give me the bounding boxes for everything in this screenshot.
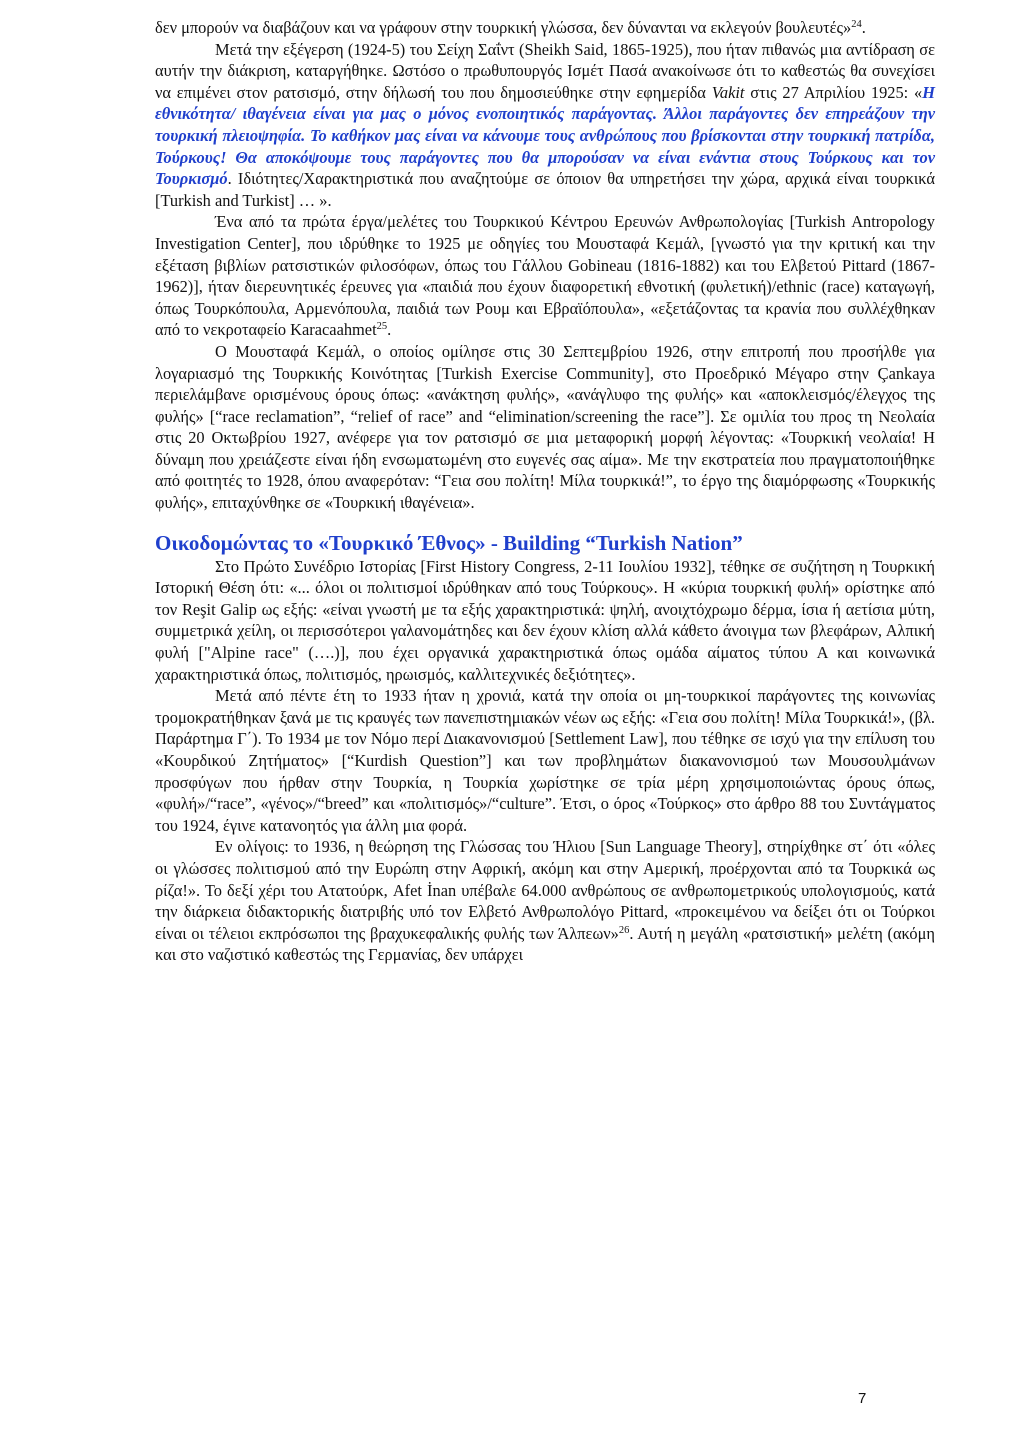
paragraph-sun-language: Εν ολίγοις: το 1936, η θεώρηση της Γλώσσας του Ήλιου [Sun Language Theory], στηρίχθηκε στ΄ ότι «όλες οι γλώσσες πολιτισμού από την Ευρώπη στην Αφρική, ακόμη και στην Αμερική, προέρχονται από τα Τουρκικά ως ρίζα!». Το δεξί χέρι του Ατατούρκ, Afet İnan υπέβαλε 64.000 ανθρώπους σε ανθρωπομετρικούς υπολογισμούς, κατά την διάρκεια διδακτορικής διατριβής υπό τον Ελβετό Ανθρωπολόγο Pittard, «προκειμένου να δείξει ότι οι Τούρκοι είναι οι τέλειοι εκπρόσωποι της βραχυκεφαλικής φυλής των Άλπεων»$^{26}$. Αυτή η μεγάλη «ρατσιστική» μελέτη (ακόμη και στο ναζιστικό καθεστώς της Γερμανίας, δεν υπάρχει (155, 837, 935, 965)
footnote-ref-26[interactable]: 26 (618, 924, 630, 936)
paragraph-continuation: δεν μπορούν να διαβάζουν και να γράφουν στην τουρκική γλώσσα, δεν δύνανται να εκλεγούν βουλευτές»$^{24}$. (155, 18, 866, 37)
footnote-ref-24[interactable]: 24 (851, 19, 862, 30)
paragraph-ismet-pasha: Μετά την εξέγερση (1924-5) του Σείχη Σαΐντ (Sheikh Said, 1865-1925), που ήταν πιθανώς μια αντίδραση σε αυτήν την διάκριση, καταργήθηκε. Ωστόσο ο πρωθυπουργός Ισμέτ Πασά ανακοίνωσε ότι το καθεστώς θα συνεχίσει να επιμένει στον ρατσισμό, στην δήλωσή του που δημοσιεύθηκε στην εφημερίδα Vakit στις 27 Απριλίου 1925: «Η εθνικότητα/ ιθαγένεια είναι για μας ο μόνος ενοποιητικός παράγοντας. Άλλοι παράγοντες δεν επηρεάζουν την τουρκική πλειοψηφία. Το καθήκον μας είναι να κάνουμε τους ανθρώπους που βρίσκονται στην τουρκική πατρίδα, Τούρκους! Θα αποκόψουμε τους παράγοντες που θα μπορούσαν να είναι ενάντια στους Τούρκους και τον Τουρκισμό. Ιδιότητες/Χαρακτηριστικά που αναζητούμε σε όποιον θα υπηρετήσει την χώρα, αρχικά είναι τουρκικά [Turkish and Turkist] … ». (155, 39, 935, 210)
paragraph-mustafa-kemal: Ο Μουσταφά Κεμάλ, ο οποίος ομίλησε στις 30 Σεπτεμβρίου 1926, στην επιτροπή που προσήλθε για λογαριασμό της Τουρκικής Κοινότητας [Turkish Exercise Community], στο Προεδρικό Μέγαρο στην Çankaya περιελάμβανε ορισμένους όρους όπως: «ανάκτηση φυλής», «ανάγλυφο της φυλής» και «αποκλεισμός/έλεγχος της φυλής» [“race reclamation”, “relief of race” and “elimination/screening the race”]. Σε ομιλία του προς τη Νεολαία στις 20 Οκτωβρίου 1927, ανέφερε για τον ρατσισμό σε μια μεταφορική μορφή λέγοντας: «Τουρκική νεολαία! Η δύναμη που χρειάζεστε είναι ήδη ενσωματωμένη στο ευγενές σας αίμα». Με την εκστρατεία που πραγματοποιήθηκε από φοιτητές το 1928, όπου αναφερόταν: “Γεια σου πολίτη! Μίλα τουρκικά!”, το έργο της διαμόρφωσης «Τουρκικής φυλής», επιταχύνθηκε σε «Τουρκική ιθαγένεια». (155, 341, 935, 513)
paragraph-settlement-law: Μετά από πέντε έτη το 1933 ήταν η χρονιά, κατά την οποία οι μη-τουρκικοί παράγοντες της κοινωνίας τρομοκρατήθηκαν ξανά με τις κραυγές των πανεπιστημιακών νέων ως εξής: «Γεια σου πολίτη! Μίλα Τουρκικά!», (βλ. Παράρτημα Γ΄). Το 1934 με τον Νόμο περί Διακανονισμού [Settlement Law], που τέθηκε σε ισχύ για την επίλυση του «Κουρδικού Ζητήματος» [“Kurdish Question”] και των προβλημάτων διακανονισμού των Μουσουλμάνων προσφύγων που ήρθαν στην Τουρκία, η Τουρκία χωρίστηκε σε τρία μέρη χρησιμοποιώντας όρους όπως, «φυλή»/“race”, «γένος»/“breed” και «πολιτισμός»/“culture”. Έτσι, ο όρος «Τούρκος» στο άρθρο 88 του Συντάγματος του 1924, έγινε κατανοητός για άλλη μια φορά. (155, 686, 935, 835)
newspaper-name: Vakit (711, 82, 745, 102)
paragraph-history-congress: Στο Πρώτο Συνέδριο Ιστορίας [First History Congress, 2-11 Ιουλίου 1932], τέθηκε σε συζήτηση η Τουρκική Ιστορική Θέση ότι: «... όλοι οι πολιτισμοί ιδρύθηκαν από τους Τούρκους». Η «κύρια τουρκική φυλή» ορίστηκε από τον Reşit Galip ως εξής: «είναι γνωστή με τα εξής χαρακτηριστικά: ψηλή, ανοιχτόχρωμο δέρμα, ίσια ή αετίσια μύτη, συμμετρικά χείλη, οι περισσότεροι γαλανομάτηδες και δεν έχουν κλίση αλλά κάθετο άνοιγμα των βλεφάρων, Αλπική φυλή ["Alpine race" (….)], που έχει οργανικά χαρακτηριστικά όπως ομάδα αίματος τύπου Α και κοινωνικά χαρακτηριστικά όπως, πολιτισμός, ηρωισμός, καλλιτεχνικές δεξιότητες». (155, 556, 935, 684)
page-number: 7 (858, 1390, 867, 1407)
highlighted-quote: Η εθνικότητα/ ιθαγένεια είναι για μας ο μόνος ενοποιητικός παράγοντας. Άλλοι παράγοντες δεν επηρεάζουν την τουρκική πλειοψηφία. Το καθήκον μας είναι να κάνουμε τους ανθρώπους που βρίσκονται στην τουρκική πατρίδα, Τούρκους! Θα αποκόψουμε τους παράγοντες που θα μπορούσαν να είναι ενάντια στους Τούρκους και τον Τουρκισμό (155, 82, 935, 189)
paragraph-anthropology-center: Ένα από τα πρώτα έργα/μελέτες του Τουρκικού Κέντρου Ερευνών Ανθρωπολογίας [Turkish Antropology Investigation Center], που ιδρύθηκε το 1925 με οδηγίες του Μουσταφά Κεμάλ, [γνωστό για την κριτική και την εξέταση βιβλίων ρατσιστικών φιλοσόφων, όπως του Γάλλου Gobineau (1816-1882) και του Ελβετού Pittard (1867-1962)], ήταν διερευνητικές έρευνες για «παιδιά που έχουν διαφορετική εθνοτική (φυλετική)/ethnic (race) καταγωγή, όπως Τουρκόπουλα, Αρμενόπουλα, παιδιά των Ρουμ και Εβραϊόπουλα», «εξετάζοντας τα κρανία που συλλέχθηκαν από το νεκροταφείο Karacaahmet$^{25}$. (155, 212, 935, 340)
section-heading: Οικοδομώντας το «Τουρκικό Έθνος» - Building “Turkish Nation” (155, 530, 743, 555)
document-body (155, 17, 935, 966)
footnote-ref-25[interactable]: 25 (376, 321, 388, 333)
